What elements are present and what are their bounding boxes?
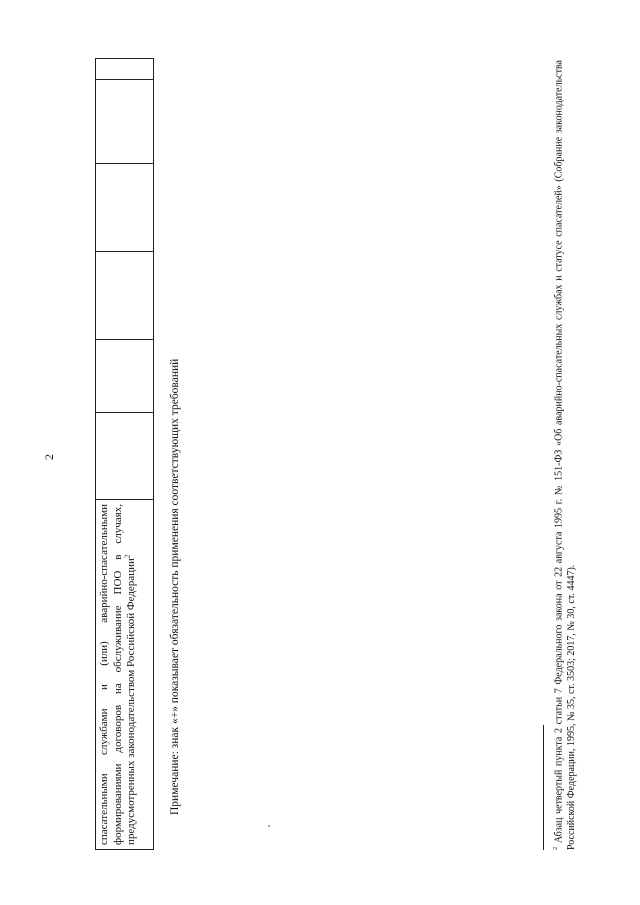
requirement-text: спасательными службами и (или) аварийно-спасательными формированиями договоров на обслуживание ПОО в случаях, предусмотренных законодательством Российской Федерации bbox=[98, 504, 137, 845]
table-cell-empty bbox=[96, 412, 153, 499]
footnote-mark: 2 bbox=[552, 846, 559, 850]
footnote bbox=[550, 60, 578, 850]
page-number: 2 bbox=[42, 454, 56, 460]
footnote-divider bbox=[543, 725, 544, 850]
table-cell-empty bbox=[96, 59, 153, 79]
footnote-text: Абзац четвертый пункта 2 статьи 7 Федерального закона от 22 августа 1995 г. № 151-ФЗ «Об аварийно-спасательных службах и статусе спасателей» (Собрание законодательства Российской Федерации, 1995, № 35, ст. 3503; 2017, № 30, ст. 4447). bbox=[553, 60, 577, 850]
table-cell-empty bbox=[96, 163, 153, 251]
requirements-table-row bbox=[95, 58, 154, 850]
table-cell-empty bbox=[96, 251, 153, 339]
table-cell-empty bbox=[96, 79, 153, 163]
table-cell-requirement bbox=[96, 499, 153, 849]
footnote-reference: 2 bbox=[123, 554, 132, 559]
scan-speck bbox=[268, 825, 270, 827]
table-cell-empty bbox=[96, 339, 153, 412]
table-note: Примечание: знак «+» показывает обязательность применения соответствующих требований bbox=[169, 358, 181, 815]
